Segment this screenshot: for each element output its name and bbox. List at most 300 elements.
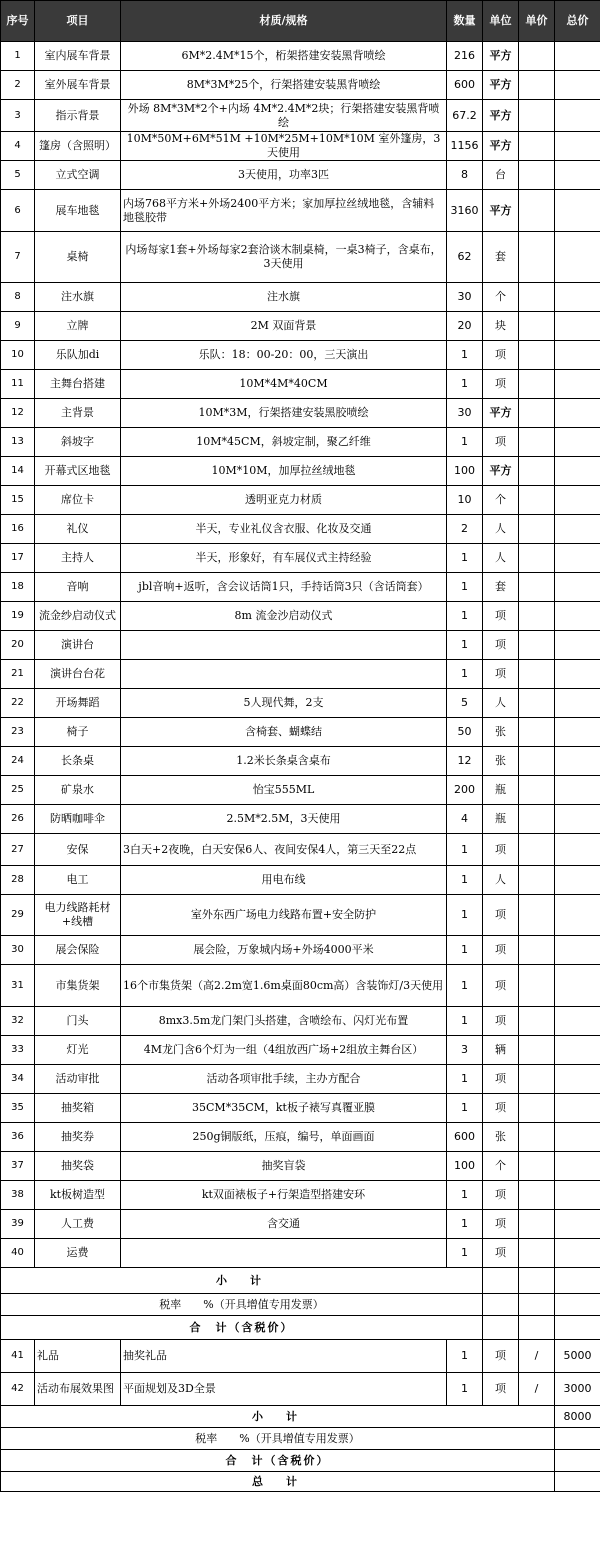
row-spec: 含椅套、蝴蝶结 <box>121 718 447 747</box>
row-qty: 1 <box>447 965 483 1007</box>
row-qty: 62 <box>447 232 483 283</box>
row-unit: 项 <box>483 1239 519 1268</box>
row-price <box>519 341 555 370</box>
row-price <box>519 370 555 399</box>
row-price <box>519 747 555 776</box>
row-no: 38 <box>1 1181 35 1210</box>
row-spec <box>121 1239 447 1268</box>
row-qty: 12 <box>447 747 483 776</box>
subtotal-label-2: 小 计 <box>1 1406 555 1428</box>
row-qty: 2 <box>447 515 483 544</box>
row-qty: 67.2 <box>447 100 483 132</box>
row-item: 安保 <box>35 834 121 866</box>
row-price <box>519 573 555 602</box>
row-qty: 1 <box>447 895 483 936</box>
subtotal-label-1: 小 计 <box>1 1268 483 1294</box>
grand-price-cell-1 <box>519 1316 555 1340</box>
row-item: 人工费 <box>35 1210 121 1239</box>
row-item: 抽奖券 <box>35 1123 121 1152</box>
table-row <box>1 747 600 776</box>
header-no: 序号 <box>1 1 35 42</box>
row-unit: 平方 <box>483 399 519 428</box>
table-row <box>1 1123 600 1152</box>
row-no: 33 <box>1 1036 35 1065</box>
row-price <box>519 1065 555 1094</box>
grand-row-2 <box>1 1450 600 1472</box>
row-spec: 5人现代舞，2支 <box>121 689 447 718</box>
row-total: 5000 <box>555 1340 600 1373</box>
row-spec <box>121 660 447 689</box>
row-price <box>519 805 555 834</box>
row-unit: 张 <box>483 747 519 776</box>
tax-price-cell-1 <box>519 1294 555 1316</box>
row-no: 9 <box>1 312 35 341</box>
row-item: kt板树造型 <box>35 1181 121 1210</box>
row-qty: 600 <box>447 1123 483 1152</box>
row-item: 电工 <box>35 866 121 895</box>
subtotal-row-1 <box>1 1268 600 1294</box>
row-total <box>555 1152 600 1181</box>
row-no: 11 <box>1 370 35 399</box>
header-price: 单价 <box>519 1 555 42</box>
row-item: 市集货架 <box>35 965 121 1007</box>
summary-block-2 <box>1 1406 600 1492</box>
row-unit: 项 <box>483 1210 519 1239</box>
table-row <box>1 1210 600 1239</box>
table-row <box>1 1239 600 1268</box>
row-total <box>555 232 600 283</box>
row-total <box>555 341 600 370</box>
row-price <box>519 132 555 161</box>
row-unit: 张 <box>483 718 519 747</box>
row-total <box>555 573 600 602</box>
row-no: 4 <box>1 132 35 161</box>
row-qty: 3 <box>447 1036 483 1065</box>
row-item: 活动审批 <box>35 1065 121 1094</box>
row-item: 灯光 <box>35 1036 121 1065</box>
row-no: 34 <box>1 1065 35 1094</box>
row-item: 礼品 <box>35 1340 121 1373</box>
tax-label-2: 税率 %（开具增值专用发票） <box>1 1428 555 1450</box>
row-unit: 人 <box>483 515 519 544</box>
row-unit: 项 <box>483 370 519 399</box>
row-total <box>555 399 600 428</box>
row-unit: 平方 <box>483 457 519 486</box>
table-row <box>1 776 600 805</box>
row-price <box>519 283 555 312</box>
row-price <box>519 834 555 866</box>
row-qty: 5 <box>447 689 483 718</box>
row-spec: 透明亚克力材质 <box>121 486 447 515</box>
row-total <box>555 515 600 544</box>
row-item: 演讲台台花 <box>35 660 121 689</box>
row-price <box>519 486 555 515</box>
table-row <box>1 689 600 718</box>
row-no: 8 <box>1 283 35 312</box>
row-price <box>519 544 555 573</box>
row-price <box>519 936 555 965</box>
row-price <box>519 428 555 457</box>
row-spec: 注水旗 <box>121 283 447 312</box>
row-qty: 100 <box>447 1152 483 1181</box>
row-no: 37 <box>1 1152 35 1181</box>
table-row <box>1 1065 600 1094</box>
row-spec: 2.5M*2.5M，3天使用 <box>121 805 447 834</box>
row-item: 展车地毯 <box>35 190 121 232</box>
table-row <box>1 895 600 936</box>
row-total <box>555 660 600 689</box>
row-unit: 平方 <box>483 42 519 71</box>
grand-unit-cell-1 <box>483 1316 519 1340</box>
row-item: 开场舞蹈 <box>35 689 121 718</box>
row-unit: 人 <box>483 866 519 895</box>
table-row <box>1 718 600 747</box>
row-item: 主背景 <box>35 399 121 428</box>
row-total <box>555 1007 600 1036</box>
row-qty: 100 <box>447 457 483 486</box>
table-row <box>1 834 600 866</box>
row-total <box>555 1094 600 1123</box>
row-spec: 外场 8M*3M*2个+内场 4M*2.4M*2块；行架搭建安装黑背喷绘 <box>121 100 447 132</box>
header-unit: 单位 <box>483 1 519 42</box>
grand-total-cell-2 <box>555 1450 600 1472</box>
row-item: 席位卡 <box>35 486 121 515</box>
row-price <box>519 660 555 689</box>
row-item: 指示背景 <box>35 100 121 132</box>
table-row <box>1 631 600 660</box>
table-row <box>1 312 600 341</box>
row-unit: 项 <box>483 965 519 1007</box>
row-no: 10 <box>1 341 35 370</box>
row-qty: 600 <box>447 71 483 100</box>
row-total <box>555 805 600 834</box>
row-price <box>519 42 555 71</box>
row-total <box>555 486 600 515</box>
row-total <box>555 965 600 1007</box>
row-spec: 4M龙门含6个灯为一组（4组放西广场+2组放主舞台区） <box>121 1036 447 1065</box>
row-unit: 瓶 <box>483 805 519 834</box>
row-qty: 1 <box>447 631 483 660</box>
row-spec: 乐队：18：00-20：00，三天演出 <box>121 341 447 370</box>
row-price <box>519 1181 555 1210</box>
row-total <box>555 936 600 965</box>
row-unit: 项 <box>483 428 519 457</box>
row-price <box>519 895 555 936</box>
row-unit: 项 <box>483 1094 519 1123</box>
row-total <box>555 370 600 399</box>
row-spec: 内场768平方米+外场2400平方米；家加厚拉丝绒地毯，含辅料地毯胶带 <box>121 190 447 232</box>
row-qty: 1 <box>447 544 483 573</box>
row-qty: 1 <box>447 1181 483 1210</box>
table-row <box>1 161 600 190</box>
header-spec: 材质/规格 <box>121 1 447 42</box>
row-total <box>555 190 600 232</box>
row-no: 3 <box>1 100 35 132</box>
row-qty: 30 <box>447 283 483 312</box>
row-spec: 3白天+2夜晚，白天安保6人、夜间安保4人，第三天至22点 <box>121 834 447 866</box>
row-price <box>519 1094 555 1123</box>
row-no: 16 <box>1 515 35 544</box>
row-unit: 项 <box>483 1065 519 1094</box>
table-row <box>1 602 600 631</box>
row-price <box>519 71 555 100</box>
subtotal-total-cell-1 <box>555 1268 600 1294</box>
row-spec: 6M*2.4M*15个，桁架搭建安装黑背喷绘 <box>121 42 447 71</box>
row-item: 注水旗 <box>35 283 121 312</box>
row-qty: 1 <box>447 1094 483 1123</box>
row-no: 6 <box>1 190 35 232</box>
row-no: 29 <box>1 895 35 936</box>
row-price <box>519 1239 555 1268</box>
row-qty: 1 <box>447 660 483 689</box>
row-qty: 1156 <box>447 132 483 161</box>
row-spec: 用电布线 <box>121 866 447 895</box>
row-item: 抽奖袋 <box>35 1152 121 1181</box>
table-row <box>1 71 600 100</box>
row-item: 立式空调 <box>35 161 121 190</box>
row-no: 5 <box>1 161 35 190</box>
row-no: 15 <box>1 486 35 515</box>
row-unit: 张 <box>483 1123 519 1152</box>
row-price <box>519 689 555 718</box>
row-total <box>555 1036 600 1065</box>
row-item: 斜坡字 <box>35 428 121 457</box>
row-total <box>555 866 600 895</box>
row-price <box>519 1210 555 1239</box>
row-item: 篷房（含照明） <box>35 132 121 161</box>
row-qty: 1 <box>447 1210 483 1239</box>
row-spec: 10M*3M，行架搭建安装黑胶喷绘 <box>121 399 447 428</box>
row-total <box>555 1239 600 1268</box>
row-no: 12 <box>1 399 35 428</box>
row-no: 27 <box>1 834 35 866</box>
row-item: 活动布展效果图 <box>35 1373 121 1406</box>
table-row <box>1 936 600 965</box>
row-total <box>555 1065 600 1094</box>
row-item: 主舞台搭建 <box>35 370 121 399</box>
row-no: 21 <box>1 660 35 689</box>
row-item: 门头 <box>35 1007 121 1036</box>
row-no: 14 <box>1 457 35 486</box>
row-unit: 人 <box>483 544 519 573</box>
row-spec: 半天，专业礼仪含衣服、化妆及交通 <box>121 515 447 544</box>
subtotal-price-cell-1 <box>519 1268 555 1294</box>
grand-label-1: 合 计（含税价） <box>1 1316 483 1340</box>
row-total <box>555 631 600 660</box>
row-unit: 项 <box>483 936 519 965</box>
table-row <box>1 515 600 544</box>
row-item: 礼仪 <box>35 515 121 544</box>
table-row <box>1 486 600 515</box>
row-price <box>519 161 555 190</box>
row-unit: 块 <box>483 312 519 341</box>
row-item: 流金纱启动仪式 <box>35 602 121 631</box>
row-spec: 活动各项审批手续，主办方配合 <box>121 1065 447 1094</box>
row-qty: 1 <box>447 866 483 895</box>
row-price <box>519 776 555 805</box>
row-spec: 250g铜版纸，压痕，编号，单面画面 <box>121 1123 447 1152</box>
table-row <box>1 190 600 232</box>
row-total <box>555 457 600 486</box>
row-item: 开幕式区地毯 <box>35 457 121 486</box>
row-price: / <box>519 1340 555 1373</box>
row-unit: 项 <box>483 341 519 370</box>
row-spec: 抽奖礼品 <box>121 1340 447 1373</box>
subtotal-total-2: 8000 <box>555 1406 600 1428</box>
table-row <box>1 1181 600 1210</box>
row-qty: 1 <box>447 1065 483 1094</box>
row-unit: 人 <box>483 689 519 718</box>
row-total <box>555 1181 600 1210</box>
row-spec: 16个市集货架（高2.2m宽1.6m桌面80cm高）含装饰灯/3天使用 <box>121 965 447 1007</box>
row-spec: 2M 双面背景 <box>121 312 447 341</box>
row-no: 1 <box>1 42 35 71</box>
row-price <box>519 866 555 895</box>
table-row <box>1 660 600 689</box>
row-total <box>555 71 600 100</box>
row-spec: 3天使用，功率3匹 <box>121 161 447 190</box>
row-item: 防晒咖啡伞 <box>35 805 121 834</box>
table-row <box>1 1036 600 1065</box>
row-no: 7 <box>1 232 35 283</box>
table-row <box>1 428 600 457</box>
table-row <box>1 965 600 1007</box>
row-unit: 项 <box>483 602 519 631</box>
row-unit: 项 <box>483 1340 519 1373</box>
row-item: 立牌 <box>35 312 121 341</box>
table-row <box>1 341 600 370</box>
row-no: 36 <box>1 1123 35 1152</box>
row-no: 30 <box>1 936 35 965</box>
row-price <box>519 100 555 132</box>
row-price <box>519 399 555 428</box>
table-row <box>1 866 600 895</box>
row-item: 电力线路耗材+线槽 <box>35 895 121 936</box>
row-unit: 项 <box>483 1181 519 1210</box>
row-no: 39 <box>1 1210 35 1239</box>
row-qty: 1 <box>447 936 483 965</box>
row-qty: 1 <box>447 428 483 457</box>
row-no: 17 <box>1 544 35 573</box>
row-price: / <box>519 1373 555 1406</box>
grand-total-cell-1 <box>555 1316 600 1340</box>
row-item: 室内展车背景 <box>35 42 121 71</box>
row-spec: 8mx3.5m龙门架门头搭建，含喷绘布、闪灯光布置 <box>121 1007 447 1036</box>
row-spec: 室外东西广场电力线路布置+安全防护 <box>121 895 447 936</box>
row-unit: 平方 <box>483 100 519 132</box>
row-no: 2 <box>1 71 35 100</box>
table-row <box>1 573 600 602</box>
table-row <box>1 132 600 161</box>
row-total <box>555 544 600 573</box>
row-spec: 10M*4M*40CM <box>121 370 447 399</box>
row-no: 28 <box>1 866 35 895</box>
table-row <box>1 42 600 71</box>
table-row <box>1 100 600 132</box>
tax-total-cell-2 <box>555 1428 600 1450</box>
header-row <box>1 1 600 42</box>
row-spec: 怡宝555ML <box>121 776 447 805</box>
row-unit: 个 <box>483 486 519 515</box>
row-qty: 200 <box>447 776 483 805</box>
row-spec: 35CM*35CM，kt板子裱写真覆亚膜 <box>121 1094 447 1123</box>
row-unit: 台 <box>483 161 519 190</box>
row-unit: 平方 <box>483 132 519 161</box>
table-row <box>1 544 600 573</box>
row-spec: 10M*50M+6M*51M +10M*25M+10M*10M 室外篷房，3天使用 <box>121 132 447 161</box>
subtotal-unit-cell-1 <box>483 1268 519 1294</box>
row-price <box>519 965 555 1007</box>
row-price <box>519 190 555 232</box>
row-no: 41 <box>1 1340 35 1373</box>
row-total <box>555 689 600 718</box>
row-spec: 展会险，万象城内场+外场4000平米 <box>121 936 447 965</box>
header-qty: 数量 <box>447 1 483 42</box>
table-row <box>1 1373 600 1406</box>
tax-row-2 <box>1 1428 600 1450</box>
row-spec: 1.2米长条桌含桌布 <box>121 747 447 776</box>
row-price <box>519 1123 555 1152</box>
header-item: 项目 <box>35 1 121 42</box>
row-qty: 1 <box>447 573 483 602</box>
tax-row-1 <box>1 1294 600 1316</box>
final-total-cell <box>555 1472 600 1492</box>
table-row <box>1 1094 600 1123</box>
row-spec: 8M*3M*25个，行架搭建安装黑背喷绘 <box>121 71 447 100</box>
row-qty: 1 <box>447 834 483 866</box>
row-no: 35 <box>1 1094 35 1123</box>
row-qty: 8 <box>447 161 483 190</box>
row-item: 演讲台 <box>35 631 121 660</box>
row-qty: 1 <box>447 602 483 631</box>
grand-label-2: 合 计（含税价） <box>1 1450 555 1472</box>
row-price <box>519 515 555 544</box>
row-qty: 50 <box>447 718 483 747</box>
row-price <box>519 631 555 660</box>
table-row <box>1 1007 600 1036</box>
row-spec: 8m 流金沙启动仪式 <box>121 602 447 631</box>
row-spec: 平面规划及3D全景 <box>121 1373 447 1406</box>
row-item: 运费 <box>35 1239 121 1268</box>
row-item: 乐队加di <box>35 341 121 370</box>
extra-rows <box>1 1340 600 1406</box>
table-row <box>1 370 600 399</box>
row-unit: 项 <box>483 631 519 660</box>
row-spec: 半天，形象好，有车展仪式主持经验 <box>121 544 447 573</box>
row-unit: 项 <box>483 834 519 866</box>
row-no: 18 <box>1 573 35 602</box>
row-spec: kt双面裱板子+行架造型搭建安环 <box>121 1181 447 1210</box>
row-total <box>555 283 600 312</box>
row-qty: 30 <box>447 399 483 428</box>
row-price <box>519 718 555 747</box>
row-total <box>555 834 600 866</box>
row-item: 长条桌 <box>35 747 121 776</box>
table-row <box>1 232 600 283</box>
grand-row-1 <box>1 1316 600 1340</box>
row-item: 抽奖箱 <box>35 1094 121 1123</box>
row-total <box>555 161 600 190</box>
row-spec: 10M*10M，加厚拉丝绒地毯 <box>121 457 447 486</box>
row-qty: 1 <box>447 341 483 370</box>
row-total <box>555 132 600 161</box>
row-no: 31 <box>1 965 35 1007</box>
row-qty: 4 <box>447 805 483 834</box>
row-item: 矿泉水 <box>35 776 121 805</box>
row-item: 椅子 <box>35 718 121 747</box>
row-unit: 辆 <box>483 1036 519 1065</box>
main-rows <box>1 42 600 1268</box>
